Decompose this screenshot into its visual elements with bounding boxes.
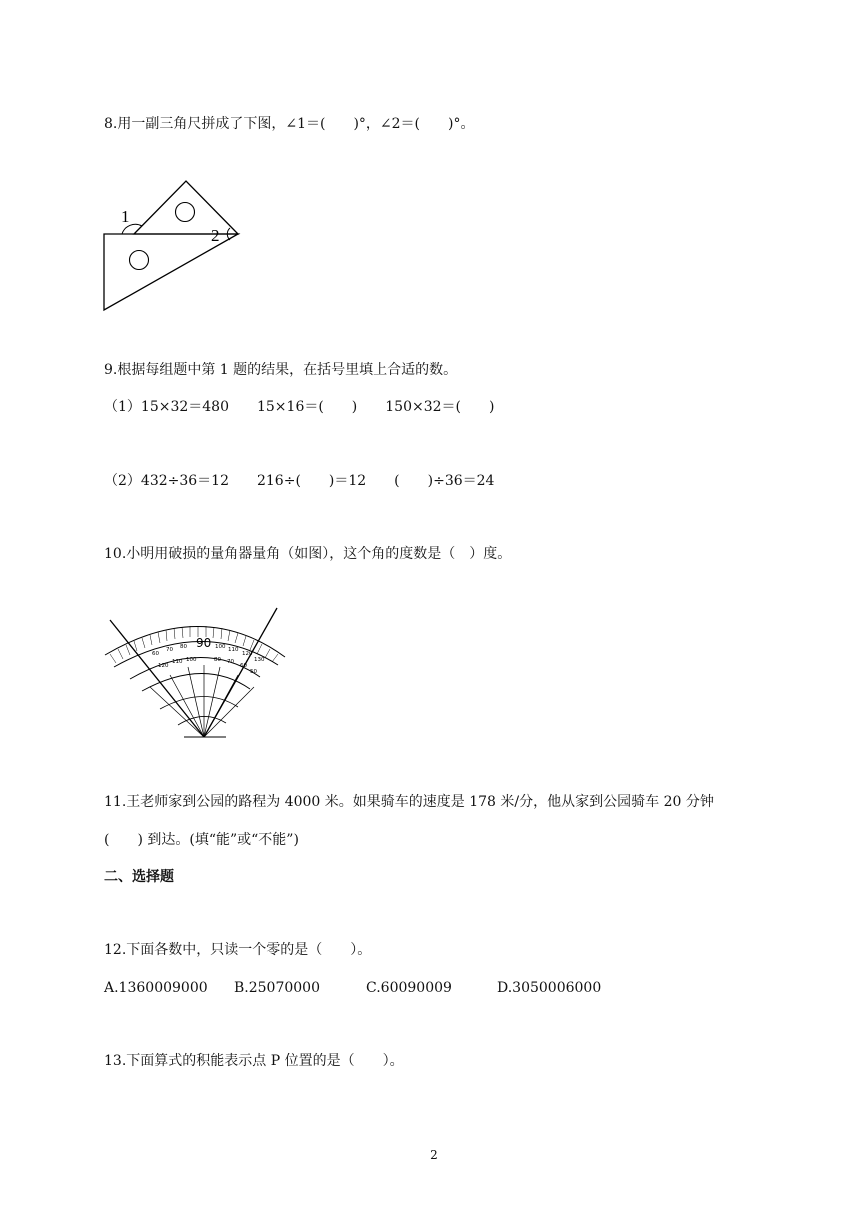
outer-tick-5: 110 xyxy=(228,647,239,653)
page-number: 2 xyxy=(430,1148,438,1162)
q10-text: 10.小明用破损的量角器量角（如图），这个角的度数是（ ）度。 xyxy=(104,546,512,562)
hole-upper xyxy=(176,203,195,222)
q9-row1: （1）15×32＝480 15×16＝( ) 150×32＝( ) xyxy=(104,399,495,415)
outer-tick-1: 60 xyxy=(152,651,159,657)
angle-2-label: 2 xyxy=(211,226,220,245)
inner-tick-1: 120 xyxy=(158,663,169,669)
protractor-inner-arc-4 xyxy=(178,716,226,725)
outer-tick-7: 130 xyxy=(254,657,265,663)
inner-tick-5: 70 xyxy=(227,659,234,665)
hole-lower xyxy=(130,251,149,270)
protractor-center-label: 90 xyxy=(196,636,212,650)
q11-line2: ( ) 到达。(填“能”或“不能”) xyxy=(104,832,299,848)
q11-line1: 11.王老师家到公园的路程为 4000 米。如果骑车的速度是 178 米/分，他从家到公园骑车 20 分钟 xyxy=(104,794,714,810)
section-heading-choice: 二、选择题 xyxy=(104,869,174,885)
q12-text: 12.下面各数中，只读一个零的是（ ）。 xyxy=(104,942,372,958)
broken-protractor-figure xyxy=(100,605,290,745)
inner-tick-6: 60 xyxy=(240,663,247,669)
outer-tick-4: 100 xyxy=(215,644,226,650)
set-square-30-60 xyxy=(104,234,238,310)
q12-option-a: A.1360009000 xyxy=(104,980,208,996)
inner-tick-3: 100 xyxy=(186,657,197,663)
outer-tick-6: 120 xyxy=(242,651,253,657)
q12-option-b: B.25070000 xyxy=(234,980,320,996)
angle-1-label: 1 xyxy=(121,207,130,226)
q9-text: 9.根据每组题中第 1 题的结果，在括号里填上合适的数。 xyxy=(104,362,458,378)
q9-row2: （2）432÷36＝12 216÷( )＝12 ( )÷36＝24 xyxy=(104,473,495,489)
q12-option-d: D.3050006000 xyxy=(497,980,602,996)
outer-tick-3: 80 xyxy=(180,644,187,650)
inner-tick-2: 110 xyxy=(172,659,183,665)
q8-text: 8.用一副三角尺拼成了下图，∠1＝( )°，∠2＝( )°。 xyxy=(104,116,475,132)
inner-tick-4: 80 xyxy=(214,657,221,663)
q12-option-c: C.60090009 xyxy=(366,980,452,996)
triangle-rulers-figure xyxy=(100,178,245,314)
q13-text: 13.下面算式的积能表示点 P 位置的是（ ）。 xyxy=(104,1053,404,1069)
angle-arm-left xyxy=(110,620,204,737)
set-square-45 xyxy=(134,181,238,234)
outer-tick-2: 70 xyxy=(166,647,173,653)
inner-tick-7: 50 xyxy=(250,669,257,675)
